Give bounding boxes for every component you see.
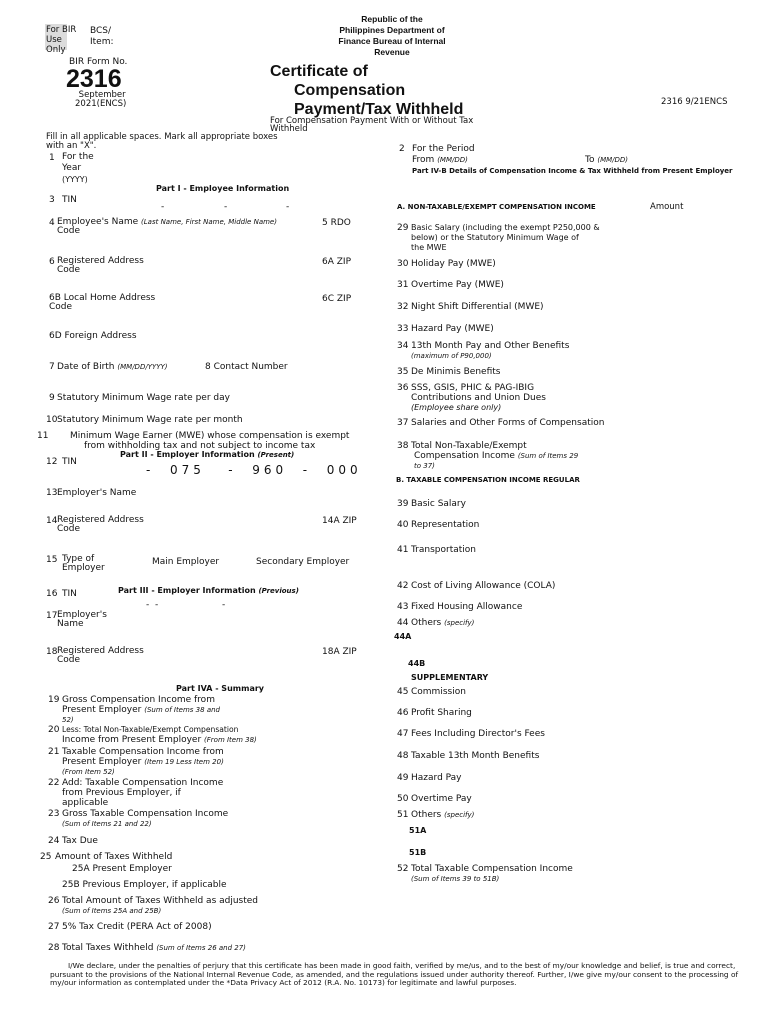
employee-name-hint: (Last Name, First Name, Middle Name)	[141, 218, 277, 226]
item-24-number: 24	[48, 836, 60, 846]
employee-name-text: Employee's Name	[57, 217, 139, 227]
overtime-pay-label: Overtime Pay	[411, 794, 472, 804]
cola-label: Cost of Living Allowance (COLA)	[411, 581, 556, 591]
bcs-line2: Item:	[90, 37, 114, 47]
taxable-comp-present-hint: (Item 19 Less Item 20)	[144, 758, 224, 766]
zip-6a-label: 6A ZIP	[322, 257, 351, 267]
gross-comp-present-line1: Gross Compensation Income from	[62, 695, 215, 705]
form-version-line2: 2021(ENCS)	[75, 99, 127, 109]
registered-address-label	[57, 257, 144, 275]
add-previous-taxable-line2: from Previous Employer, if	[62, 788, 181, 798]
employee-name-label	[57, 218, 277, 236]
subtitle-line2: Withheld	[270, 124, 308, 134]
period-to-hint: (MM/DD)	[597, 156, 629, 164]
gross-taxable-label	[62, 809, 228, 829]
item-52-number: 52	[397, 864, 409, 874]
instruction-line2: with an "X".	[46, 141, 97, 151]
instructions	[46, 133, 278, 151]
item-42-number: 42	[397, 581, 409, 591]
gross-taxable-text: Gross Taxable Compensation Income	[62, 809, 229, 819]
previous-employer-tin-dashes: - -	[146, 600, 159, 610]
item-25-number: 25	[40, 852, 52, 862]
tax-due-label: Tax Due	[62, 836, 98, 846]
gross-taxable-hint: (Sum of Items 21 and 22)	[62, 820, 152, 828]
total-taxable-comp-label	[411, 864, 573, 884]
form-number: 2316	[66, 65, 122, 93]
taxes-withheld-label: Amount of Taxes Withheld	[55, 852, 173, 862]
previous-employer-tin-label: TIN	[62, 589, 77, 599]
add-previous-taxable-label	[62, 778, 223, 808]
contact-number-label: 8 Contact Number	[205, 362, 288, 372]
contributions-line2: Contributions and Union Dues	[411, 393, 546, 403]
gross-comp-present-line2: Present Employer	[62, 705, 142, 715]
present-employer-withheld-label: 25A Present Employer	[72, 864, 172, 874]
total-withheld-adjusted-label	[62, 896, 258, 916]
hazard-pay-mwe-label: Hazard Pay (MWE)	[411, 324, 494, 334]
employer-tin-value: - 075 - 960 - 000	[146, 463, 362, 477]
less-nontaxable-line2: Income from Present Employer	[62, 735, 202, 745]
instruction-line1: Fill in all applicable spaces. Mark all appropriate boxes	[46, 132, 278, 142]
add-previous-taxable-line1: Add: Taxable Compensation Income	[62, 778, 224, 788]
item-1-number: 1	[49, 153, 55, 163]
total-taxable-comp-hint: (Sum of Items 39 to 51B)	[411, 875, 500, 883]
previous-employer-address-text: Registered Address	[57, 646, 144, 656]
previous-employer-name-label	[57, 611, 107, 629]
taxable-13th-month-label: Taxable 13th Month Benefits	[411, 751, 540, 761]
total-taxable-comp-text: Total Taxable Compensation Income	[411, 864, 573, 874]
period-label: For the Period	[412, 144, 475, 154]
item-47-number: 47	[397, 729, 409, 739]
item-50-number: 50	[397, 794, 409, 804]
part-3-title	[118, 586, 299, 596]
others-regular-text: Others	[411, 618, 442, 628]
item-13-number: 13	[46, 488, 58, 498]
bir-use-line1: For BIR	[46, 25, 77, 35]
amount-column-header: Amount	[650, 202, 684, 212]
less-nontaxable-hint: (From Item 38)	[204, 736, 257, 744]
others-regular-label	[411, 618, 474, 628]
item-48-number: 48	[397, 751, 409, 761]
item-43-number: 43	[397, 602, 409, 612]
registered-address-line2: Code	[57, 265, 81, 275]
taxable-comp-present-label	[62, 747, 224, 777]
title-line3: Payment/Tax Withheld	[294, 101, 464, 118]
basic-salary-mwe-line1: Basic Salary (including the exempt P250,000 &	[411, 223, 600, 232]
date-of-birth-text: Date of Birth	[57, 362, 115, 372]
item-37-number: 37	[397, 418, 409, 428]
item-19-number: 19	[48, 695, 60, 705]
item-22-number: 22	[48, 778, 60, 788]
subtitle-line1: For Compensation Payment With or Without Tax	[270, 116, 474, 126]
basic-salary-mwe-label	[411, 223, 600, 253]
item-15-number: 15	[46, 555, 58, 565]
item-23-number: 23	[48, 809, 60, 819]
housing-allowance-label: Fixed Housing Allowance	[411, 602, 523, 612]
others-supplementary-text: Others	[411, 810, 442, 820]
part-2-title-hint: (Present)	[257, 451, 295, 459]
employee-tin-label: TIN	[62, 195, 77, 205]
gross-comp-present-label	[62, 695, 220, 725]
night-shift-mwe-label: Night Shift Differential (MWE)	[411, 302, 544, 312]
secondary-employer-option[interactable]: Secondary Employer	[256, 557, 350, 567]
basic-salary-mwe-line2: below) or the Statutory Minimum Wage of	[411, 233, 579, 242]
part-1-title: Part I - Employee Information	[156, 184, 290, 193]
item-36-number: 36	[397, 383, 409, 393]
form-no-label: BIR Form No.	[69, 57, 128, 67]
item-40-number: 40	[397, 520, 409, 530]
item-26-number: 26	[48, 896, 60, 906]
employer-address-label	[57, 516, 144, 534]
form-title	[270, 62, 463, 119]
item-14-number: 14	[46, 516, 58, 526]
previous-employer-address-label	[57, 647, 144, 665]
gross-comp-present-hint: (Sum of Items 38 and	[144, 706, 220, 714]
agency-line3: Finance Bureau of Internal	[338, 36, 446, 46]
item-17-number: 17	[46, 611, 58, 621]
item-2-number: 2	[399, 144, 405, 154]
total-nontaxable-line2: Compensation Income	[414, 451, 515, 461]
total-taxes-withheld-hint: (Sum of Items 26 and 27)	[156, 944, 246, 952]
item-1-line2: Year	[62, 163, 82, 173]
employee-tin-separator-2: -	[224, 202, 228, 212]
hazard-pay-label: Hazard Pay	[411, 773, 462, 783]
part-4b-title: Part IV-B Details of Compensation Income & Tax Withheld from Present Employer	[412, 167, 733, 175]
zip-18a-label: 18A ZIP	[322, 647, 357, 657]
form-subtitle	[270, 117, 473, 133]
item-12-number: 12	[46, 457, 58, 467]
title-line2: Compensation	[294, 82, 406, 99]
period-to-text: To	[585, 155, 595, 165]
item-34-number: 34	[397, 341, 409, 351]
item-1-year	[62, 152, 94, 185]
min-wage-day-label: Statutory Minimum Wage rate per day	[57, 393, 230, 403]
item-30-number: 30	[397, 259, 409, 269]
transportation-label: Transportation	[411, 545, 476, 555]
total-nontaxable-hint2: to 37)	[414, 462, 435, 470]
bir-use-only-label	[46, 25, 76, 55]
employer-tin-label: TIN	[62, 457, 77, 467]
less-nontaxable-line1: Less: Total Non-Taxable/Exempt Compensation	[62, 725, 239, 734]
previous-employer-withheld-label: 25B Previous Employer, if applicable	[62, 880, 227, 890]
agency-line2: Philippines Department of	[339, 25, 445, 35]
item-28-number: 28	[48, 943, 60, 953]
part-2-title	[120, 450, 294, 460]
employer-type-line1: Type of	[62, 554, 95, 564]
perjury-declaration: I/We declare, under the penalties of perjury that this certificate has been made in good faith, verified by me/us, and to the best of my/our knowledge and belief, is true and correct, pursuant to the provisions of the National Internal Revenue Code, as amended, and the regulations issued under authority thereof. Further, I/we give my/our consent to the processing of my/our information as contemplated under the *Data Privacy Act of 2012 (R.A. No. 10173) for legitimate and lawful purposes.	[50, 961, 739, 988]
item-7-number: 7	[49, 362, 55, 372]
employee-tin-separator-3: -	[286, 202, 290, 212]
item-3-number: 3	[49, 195, 55, 205]
item-39-number: 39	[397, 499, 409, 509]
item-44a-label: 44A	[394, 632, 412, 641]
item-51b-label: 51B	[409, 848, 427, 857]
zip-6c-label: 6C ZIP	[322, 294, 352, 304]
gross-comp-present-hint2: 52)	[62, 716, 74, 724]
taxable-comp-present-hint2: (From Item 52)	[62, 768, 115, 776]
bir-use-line3: Only	[46, 45, 66, 55]
item-44b-label: 44B	[408, 659, 426, 668]
employer-type-label	[62, 555, 105, 573]
item-4-number: 4	[49, 218, 55, 228]
pera-tax-credit-label: 5% Tax Credit (PERA Act of 2008)	[62, 922, 212, 932]
13th-month-text: 13th Month Pay and Other Benefits	[411, 341, 570, 351]
part-3-title-text: Part III - Employer Information	[118, 586, 256, 595]
overtime-pay-mwe-label: Overtime Pay (MWE)	[411, 280, 504, 290]
item-10-number: 10	[46, 415, 58, 425]
previous-employer-tin-dash3: -	[222, 600, 226, 610]
period-from-label	[412, 155, 468, 165]
form-version-line1: September	[78, 90, 126, 100]
employer-name-label: Employer's Name	[57, 488, 137, 498]
total-withheld-adjusted-text: Total Amount of Taxes Withheld as adjusted	[62, 896, 259, 906]
representation-label: Representation	[411, 520, 480, 530]
part-3-title-hint: (Previous)	[258, 587, 299, 595]
section-b-title: B. TAXABLE COMPENSATION INCOME REGULAR	[396, 476, 580, 484]
contributions-line1: SSS, GSIS, PHIC & PAG-IBIG	[411, 383, 535, 393]
supplementary-title: SUPPLEMENTARY	[411, 673, 489, 682]
total-nontaxable-hint: (Sum of Items 29	[517, 452, 579, 460]
other-compensation-label: Salaries and Other Forms of Compensation	[411, 418, 605, 428]
item-16-number: 16	[46, 589, 58, 599]
previous-employer-name-line1: Employer's	[57, 610, 107, 620]
less-nontaxable-label	[62, 725, 257, 745]
total-nontaxable-label	[411, 441, 578, 471]
mwe-exempt-line2: from withholding tax and not subject to income tax	[84, 441, 316, 451]
mwe-exempt-label	[70, 431, 349, 451]
13th-month-label	[411, 341, 569, 361]
employer-type-line2: Employer	[62, 563, 105, 573]
taxable-comp-present-line2: Present Employer	[62, 757, 142, 767]
basic-salary-mwe-line3: the MWE	[411, 243, 447, 252]
contributions-label	[411, 383, 546, 413]
basic-salary-label: Basic Salary	[411, 499, 466, 509]
item-20-number: 20	[48, 725, 60, 735]
part-2-title-text: Part II - Employer Information	[120, 450, 255, 459]
agency-line4: Revenue	[374, 47, 410, 57]
total-taxes-withheld-text: Total Taxes Withheld	[62, 943, 154, 953]
item-11-number: 11	[37, 431, 49, 441]
local-home-address-line2: Code	[49, 302, 73, 312]
item-51a-label: 51A	[409, 826, 427, 835]
period-from-hint: (MM/DD)	[437, 156, 468, 164]
others-supplementary-hint: (specify)	[444, 811, 475, 819]
item-1-line1: For the	[62, 152, 94, 162]
item-27-number: 27	[48, 922, 60, 932]
13th-month-hint: (maximum of P90,000)	[411, 352, 492, 360]
item-45-number: 45	[397, 687, 409, 697]
registered-address-text: Registered Address	[57, 256, 144, 266]
total-taxes-withheld-label	[62, 943, 246, 953]
taxable-comp-present-line1: Taxable Compensation Income from	[62, 747, 224, 757]
total-nontaxable-line1: Total Non-Taxable/Exempt	[411, 441, 527, 451]
foreign-address-label: 6D Foreign Address	[49, 331, 137, 341]
item-51-number: 51	[397, 810, 409, 820]
mwe-exempt-line1: Minimum Wage Earner (MWE) whose compensation is exempt	[70, 431, 350, 441]
item-41-number: 41	[397, 545, 409, 555]
form-code: 2316 9/21ENCS	[661, 97, 728, 107]
item-35-number: 35	[397, 367, 409, 377]
period-to-label	[585, 155, 628, 165]
directors-fees-label: Fees Including Director's Fees	[411, 729, 545, 739]
min-wage-month-label: Statutory Minimum Wage rate per month	[57, 415, 243, 425]
item-33-number: 33	[397, 324, 409, 334]
item-31-number: 31	[397, 280, 409, 290]
holiday-pay-mwe-label: Holiday Pay (MWE)	[411, 259, 496, 269]
title-line1: Certificate of	[270, 63, 368, 80]
de-minimis-label: De Minimis Benefits	[411, 367, 501, 377]
others-regular-hint: (specify)	[444, 619, 475, 627]
main-employer-option[interactable]: Main Employer	[152, 557, 220, 567]
previous-employer-address-line2: Code	[57, 655, 81, 665]
employee-name-line2: Code	[57, 226, 81, 236]
bir-use-line2: Use	[46, 35, 62, 45]
contributions-line3: (Employee share only)	[411, 403, 502, 412]
local-home-address-label	[49, 294, 155, 312]
commission-label: Commission	[411, 687, 466, 697]
item-18-number: 18	[46, 647, 58, 657]
date-of-birth-hint: (MM/DD/YYYY)	[117, 363, 168, 371]
bcs-item-label	[90, 26, 114, 47]
part-4a-title: Part IVA - Summary	[176, 684, 264, 693]
employee-tin-separator-1: -	[161, 202, 165, 212]
previous-employer-name-line2: Name	[57, 619, 84, 629]
item-1-line3: (YYYY)	[62, 175, 88, 184]
period-from-text: From	[412, 155, 435, 165]
item-9-number: 9	[49, 393, 55, 403]
employer-address-line2: Code	[57, 524, 81, 534]
profit-sharing-label: Profit Sharing	[411, 708, 472, 718]
bcs-line1: BCS/	[90, 26, 112, 36]
item-46-number: 46	[397, 708, 409, 718]
agency-line1: Republic of the	[361, 14, 423, 24]
total-withheld-adjusted-hint: (Sum of Items 25A and 25B)	[62, 907, 162, 915]
item-49-number: 49	[397, 773, 409, 783]
zip-14a-label: 14A ZIP	[322, 516, 357, 526]
employer-address-text: Registered Address	[57, 515, 144, 525]
section-a-title: A. NON-TAXABLE/EXEMPT COMPENSATION INCOME	[397, 203, 596, 211]
form-version	[75, 90, 127, 109]
others-supplementary-label	[411, 810, 474, 820]
rdo-code-label: 5 RDO	[322, 218, 351, 228]
item-32-number: 32	[397, 302, 409, 312]
item-38-number: 38	[397, 441, 409, 451]
date-of-birth-label	[57, 362, 168, 372]
item-21-number: 21	[48, 747, 60, 757]
item-44-number: 44	[397, 618, 409, 628]
item-29-number: 29	[397, 223, 409, 233]
add-previous-taxable-line3: applicable	[62, 798, 109, 808]
local-home-address-text: 6B Local Home Address	[49, 293, 156, 303]
item-6-number: 6	[49, 257, 55, 267]
issuing-agency	[322, 14, 462, 58]
